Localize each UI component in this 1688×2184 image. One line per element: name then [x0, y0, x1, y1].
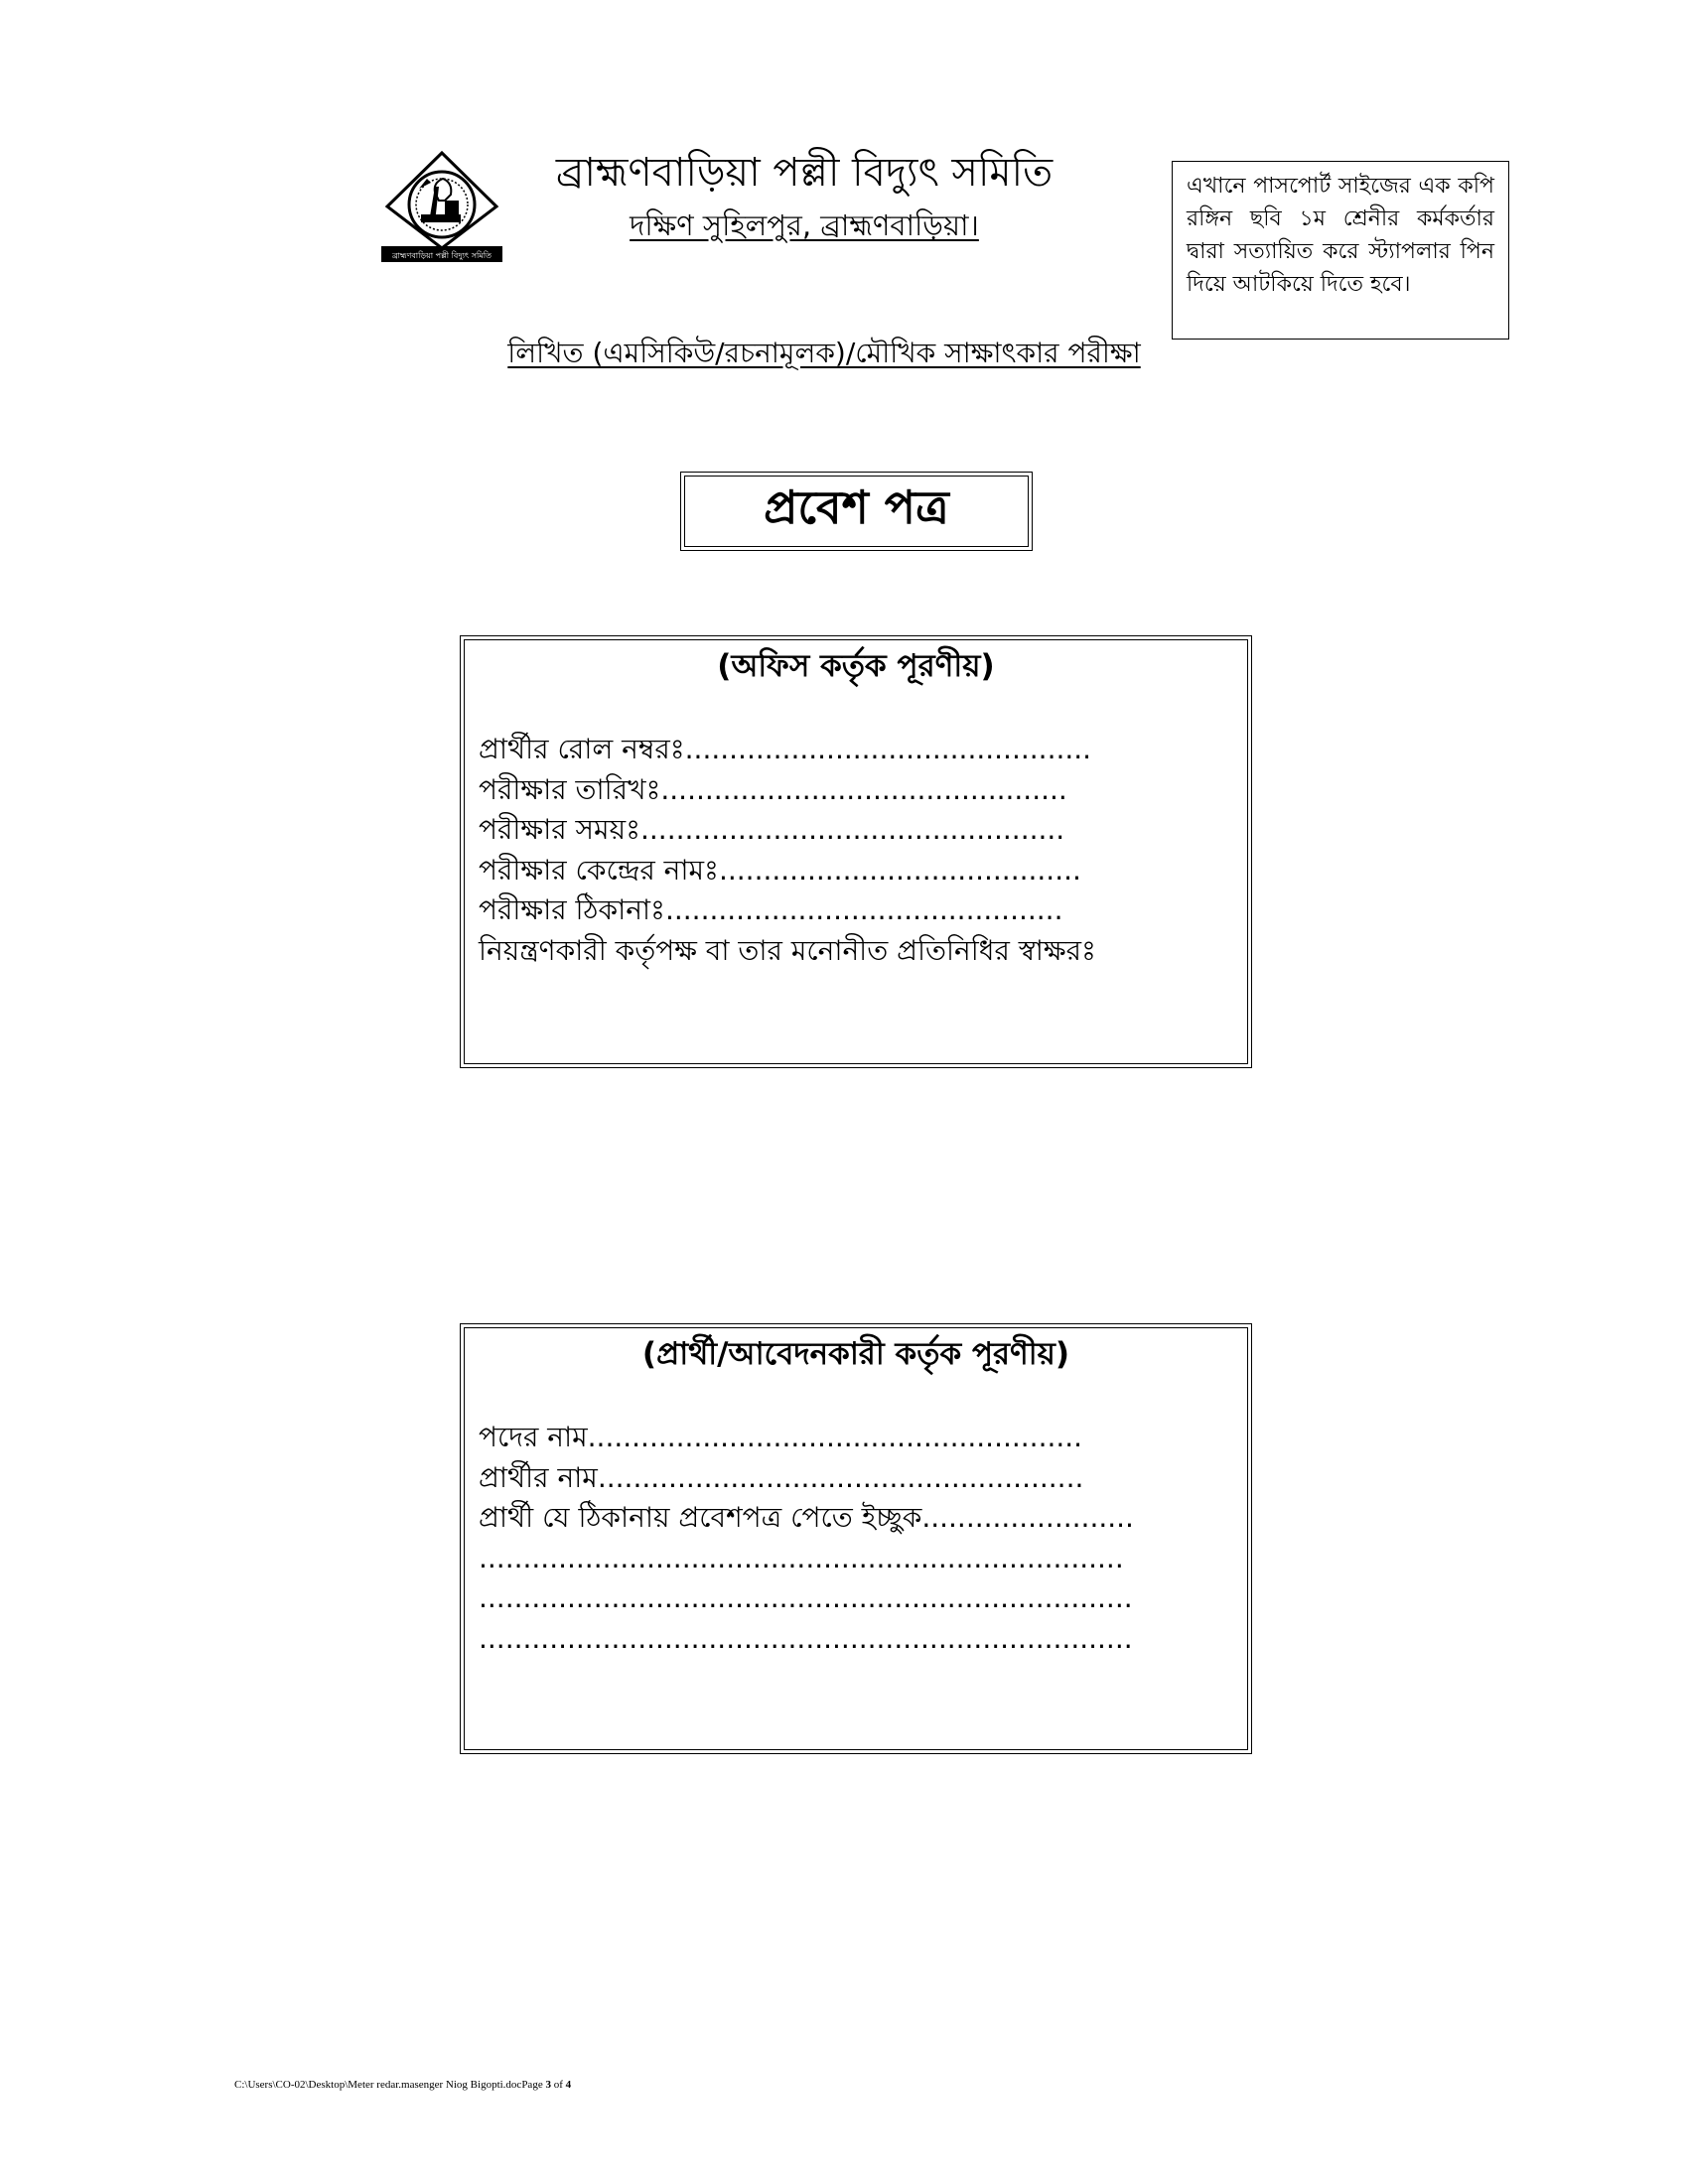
organization-logo	[377, 149, 506, 266]
address-line-2: ..........................................................................	[479, 1581, 1133, 1614]
document-title: প্রবেশ পত্র	[684, 476, 1029, 547]
photo-instruction-text: এখানে পাসপোর্ট সাইজের এক কপি রঙ্গিন ছবি ১ম শ্রেনীর কর্মকর্তার দ্বারা সত্যায়িত করে স্ট্যাপলার পিন দিয়ে আটকিয়ে দিতে হবে।	[1187, 174, 1494, 297]
address-line-1: .........................................................................	[479, 1541, 1124, 1574]
authority-signature-field: নিয়ন্ত্রণকারী কর্তৃপক্ষ বা তার মনোনীত প্রতিনিধির স্বাক্ষরঃ	[479, 933, 1096, 967]
page-separator: of	[550, 2079, 566, 2091]
applicant-fill-section	[460, 1323, 1252, 1754]
exam-address-field: পরীক্ষার ঠিকানাঃ.............................................	[479, 893, 1063, 926]
footer-file-path	[234, 2079, 571, 2091]
post-name-field: পদের নাম........................................................	[479, 1421, 1083, 1453]
exam-center-field: পরীক্ষার কেন্দ্রের নামঃ.........................................	[479, 853, 1081, 887]
file-path-text: C:\Users\CO-02\Desktop\Meter redar.masenger Niog Bigopti.doc	[234, 2079, 522, 2091]
page-total: 4	[565, 2079, 572, 2091]
photo-placeholder-box	[1172, 161, 1509, 340]
applicant-name-field: প্রার্থীর নাম.......................................................	[479, 1460, 1084, 1494]
title-box	[680, 472, 1033, 551]
exam-time-field: পরীক্ষার সময়ঃ................................................	[479, 813, 1065, 846]
exam-type-line	[496, 334, 1152, 373]
office-section-heading: (অফিস কর্তৃক পূরণীয়)	[717, 648, 995, 684]
exam-date-field: পরীক্ষার তারিখঃ..............................................	[479, 772, 1067, 806]
logo-caption: ব্রাহ্মণবাড়িয়া পল্লী বিদ্যুৎ সমিতি	[391, 251, 492, 260]
page-label: Page	[521, 2079, 546, 2091]
office-fill-section	[460, 635, 1252, 1068]
address-text: দক্ষিণ সুহিলপুর, ব্রাহ্মণবাড়িয়া।	[630, 208, 979, 242]
organization-name: ব্রাহ্মণবাড়িয়া পল্লী বিদ্যুৎ সমিতি	[555, 150, 1054, 196]
page-current: 3	[545, 2079, 551, 2091]
organization-address	[596, 206, 1013, 244]
roll-number-field: প্রার্থীর রোল নম্বরঃ..............................................	[479, 733, 1092, 765]
applicant-section-heading: (প্রার্থী/আবেদনকারী কর্তৃক পূরণীয়)	[641, 1336, 1070, 1372]
mailing-address-field: প্রার্থী যে ঠিকানায় প্রবেশপত্র পেতে ইচ্ছুক........................	[479, 1501, 1134, 1534]
exam-type-text: লিখিত (এমসিকিউ/রচনামূলক)/মৌখিক সাক্ষাৎকার পরীক্ষা	[507, 337, 1141, 369]
address-line-3: ..........................................................................	[479, 1621, 1133, 1655]
